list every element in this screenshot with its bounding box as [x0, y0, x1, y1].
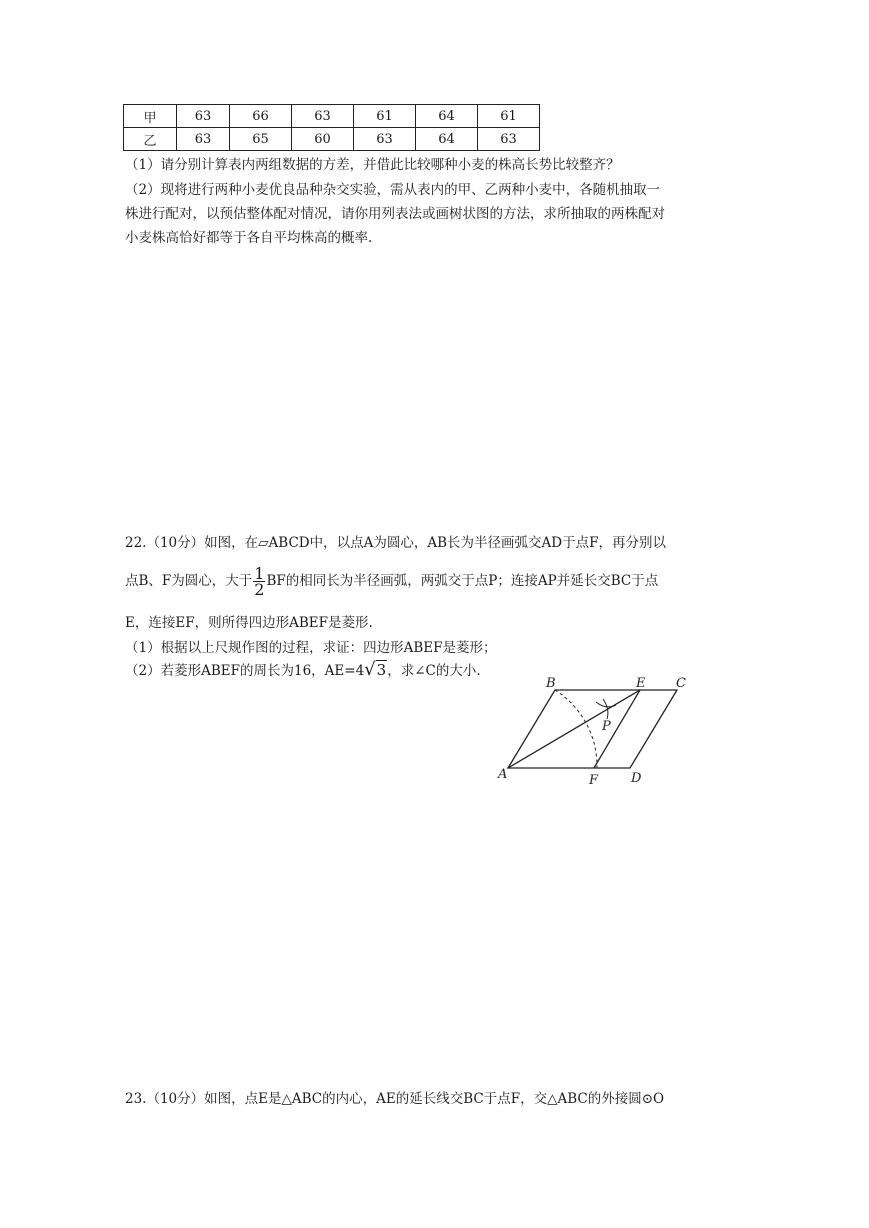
table-cell: 61	[478, 105, 540, 128]
row-label: 乙	[124, 128, 177, 151]
sqrt-expression	[364, 659, 387, 680]
label-e: E	[636, 676, 646, 691]
q22-line1: 22.（10分）如图，在▱ABCD中，以点A为圆心，AB长为半径画弧交AD于点F，再分别以	[125, 535, 666, 551]
q22-line3: E，连接EF，则所得四边形ABEF是菱形.	[125, 615, 373, 631]
table-cell: 63	[478, 128, 540, 151]
label-p: P	[602, 719, 611, 734]
q21-part2-line3: 小麦株高恰好都等于各自平均株高的概率.	[125, 230, 373, 246]
label-d: D	[631, 771, 642, 786]
q22-part2-start: （2）若菱形ABEF的周长为16，AE=4	[125, 663, 365, 679]
fraction-denominator: 2	[254, 580, 265, 599]
sqrt-argument: 3	[376, 661, 387, 679]
wheat-height-table	[123, 104, 540, 151]
q22-line2-start: 点B、F为圆心，大于	[125, 573, 253, 589]
radical-sign-icon: √	[364, 659, 376, 680]
segment-ef	[594, 690, 640, 768]
label-b: B	[546, 676, 556, 691]
table-cell: 64	[416, 128, 478, 151]
table-row	[124, 105, 540, 128]
q21-part1: （1）请分别计算表内两组数据的方差，并借此比较哪种小麦的株高长势比较整齐？	[125, 157, 620, 173]
label-f: F	[589, 773, 599, 788]
table-cell: 66	[230, 105, 292, 128]
segment-ae	[508, 690, 640, 768]
table-cell: 63	[354, 128, 416, 151]
arc-mark-from-f	[603, 699, 608, 719]
row-label: 甲	[124, 105, 177, 128]
q21-part2-line1: （2）现将进行两种小麦优良品种杂交实验，需从表内的甲、乙两种小麦中，各随机抽取一	[125, 182, 661, 198]
q22-part2-end: ，求∠C的大小.	[387, 663, 481, 679]
label-c: C	[676, 676, 686, 691]
table-cell: 63	[177, 105, 230, 128]
q22-part1: （1）根据以上尺规作图的过程，求证：四边形ABEF是菱形；	[125, 640, 497, 656]
table-cell: 63	[292, 105, 354, 128]
table-cell: 64	[416, 105, 478, 128]
table-cell: 63	[177, 128, 230, 151]
parallelogram-abcd	[508, 690, 677, 768]
q23-line1: 23.（10分）如图，点E是△ABC的内心，AE的延长线交BC于点F，交△ABC的外接圆⊙O	[125, 1091, 665, 1107]
fraction-numerator: 1	[254, 564, 265, 583]
q21-part2-line2: 株进行配对，以预估整体配对情况，请你用列表法或画树状图的方法，求所抽取的两株配对	[125, 206, 665, 222]
table-cell: 61	[354, 105, 416, 128]
rhombus-construction-figure	[490, 672, 710, 792]
table-cell: 60	[292, 128, 354, 151]
construction-arc	[555, 690, 597, 768]
label-a: A	[498, 767, 508, 782]
fraction-one-half	[253, 566, 265, 597]
table-cell: 65	[230, 128, 292, 151]
table-row	[124, 128, 540, 151]
q22-line2	[125, 566, 658, 597]
q22-line2-end: BF的相同长为半径画弧，两弧交于点P；连接AP并延长交BC于点	[266, 573, 659, 589]
q22-part2	[125, 659, 481, 680]
